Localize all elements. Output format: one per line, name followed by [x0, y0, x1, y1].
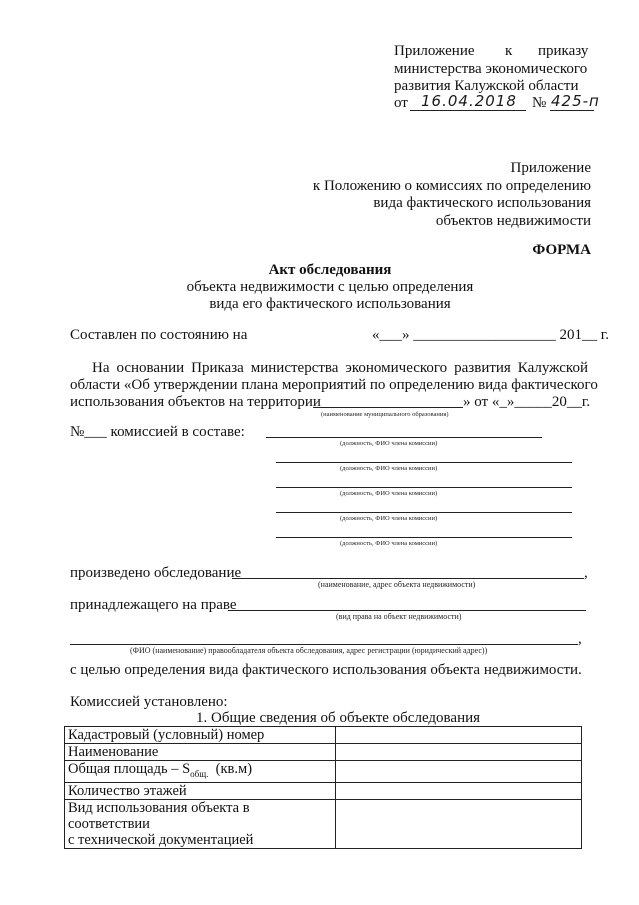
name-label: Наименование: [65, 744, 336, 761]
inspection-hint: (наименование, адрес объекта недвижимости): [318, 580, 476, 589]
area-label-main: Общая площадь – S: [68, 761, 191, 777]
header-ministry: министерства экономического: [394, 61, 588, 77]
general-info-table: [64, 726, 582, 849]
basis-line3-end: » от «_»_____20__г.: [463, 394, 591, 410]
commission-hint-4: (должность, ФИО члена комиссии): [340, 515, 438, 522]
header-number-sign: №: [532, 95, 547, 111]
cadastral-number-value: [336, 727, 582, 744]
header-region: развития Калужской области: [394, 78, 579, 94]
basis-line3-start: использования объектов на территории: [70, 394, 321, 410]
commission-line-1: [266, 437, 542, 438]
table-row: [65, 727, 582, 744]
area-value: [336, 761, 582, 783]
commission-line-4: [276, 512, 572, 513]
commission-hint-1: (должность, ФИО члена комиссии): [340, 440, 438, 447]
commission-hint-5: (должность, ФИО члена комиссии): [340, 540, 438, 547]
name-value: [336, 744, 582, 761]
commission-line-2: [276, 462, 572, 463]
commission-hint-2: (должность, ФИО члена комиссии): [340, 465, 438, 472]
inspection-label: произведено обследование: [70, 565, 242, 581]
act-title-main: Акт обследования: [268, 262, 392, 278]
owner-comma: ,: [578, 631, 582, 647]
right-label: принадлежащего на праве: [70, 597, 237, 613]
municipality-line: [313, 407, 463, 408]
usage-label-line2: с технической документацией: [68, 831, 254, 848]
appendix-line4: объектов недвижимости: [435, 212, 591, 229]
appendix-line1: Приложение: [510, 160, 591, 176]
basis-line2: области «Об утверждении плана мероприятий по определению вида фактического: [70, 377, 598, 393]
header-ot: от: [394, 95, 408, 111]
act-title-sub2: вида его фактического использования: [209, 296, 451, 312]
floors-label: Количество этажей: [65, 782, 336, 799]
act-title-sub1: объекта недвижимости с целью определения: [186, 279, 474, 295]
area-label-sub: общ.: [190, 768, 209, 779]
header-date-line: [410, 110, 526, 111]
municipality-hint: (наименование муниципального образования): [321, 411, 449, 418]
basis-line1: На основании Приказа министерства экономического развития Калужской: [92, 360, 588, 376]
composed-date: «___» ___________________ 201__ г.: [372, 327, 609, 343]
section1-title: 1. Общие сведения об объекте обследования: [196, 710, 481, 726]
inspection-comma: ,: [584, 565, 588, 581]
appendix-line2: к Положению о комиссиях по определению: [312, 177, 591, 194]
cadastral-number-label: Кадастровый (условный) номер: [65, 727, 336, 744]
area-label: [65, 761, 336, 783]
header-prikazu: приказу: [538, 43, 589, 59]
usage-label-line1: Вид использования объекта в соответствии: [68, 799, 250, 832]
floors-value: [336, 782, 582, 799]
table-row: [65, 782, 582, 799]
purpose-text: с целью определения вида фактического использования объекта недвижимости.: [70, 662, 582, 678]
commission-label: №___ комиссией в составе:: [70, 424, 245, 440]
appendix-line3: вида фактического использования: [373, 195, 591, 211]
composed-label: Составлен по состоянию на: [70, 327, 248, 343]
inspection-line: [232, 578, 584, 579]
header-k: к: [505, 43, 513, 59]
header-prilozhenie: Приложение: [394, 43, 475, 59]
header-date-handwritten: 16.04.2018: [421, 92, 517, 110]
forma-label: ФОРМА: [532, 242, 591, 258]
commission-hint-3: (должность, ФИО члена комиссии): [340, 490, 438, 497]
commission-line-3: [276, 487, 572, 488]
header-number-line: [550, 110, 594, 111]
usage-label: [65, 799, 336, 848]
table-row: [65, 761, 582, 783]
owner-hint: (ФИО (наименование) правообладателя объекта обследования, адрес регистрации (юридический адрес)): [130, 646, 488, 655]
right-hint: (вид права на объект недвижимости): [336, 612, 462, 621]
appendix-block: [313, 160, 591, 230]
area-label-unit: (кв.м): [215, 761, 253, 777]
act-title: [0, 262, 639, 313]
established-label: Комиссией установлено:: [70, 694, 228, 710]
usage-value: [336, 799, 582, 848]
table-row: [65, 799, 582, 848]
owner-line: [70, 644, 578, 645]
header-number-handwritten: 425-п: [551, 92, 600, 110]
commission-line-5: [276, 537, 572, 538]
table-row: [65, 744, 582, 761]
right-line: [228, 610, 586, 611]
